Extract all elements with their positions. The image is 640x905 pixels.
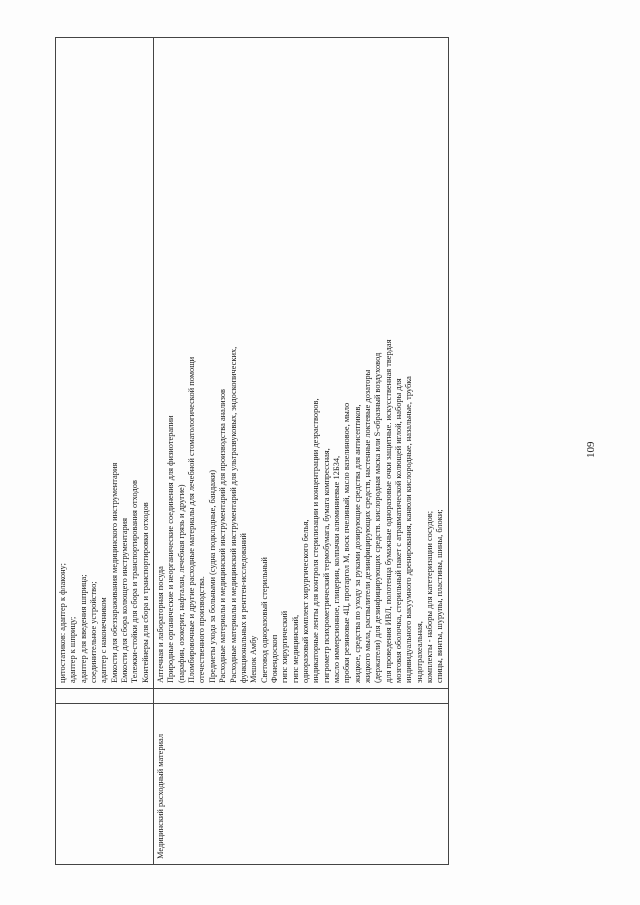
line: (держатели) для дезинфицирующих средств. кислородная маска или S-образный воздуховод (373, 352, 383, 683)
row-2-label-cell: Медицинский расходный материал (154, 704, 449, 865)
line: гипс медицинский, (290, 614, 300, 683)
row-1-content-cell (56, 38, 154, 689)
line: спицы, винты, шурупы, пластины, шины, блоки; (435, 509, 445, 683)
row-1-label-cell (56, 704, 154, 865)
line: эндотрахеальная, (414, 621, 424, 683)
line: Емкости для сбора колющего инструментария (120, 518, 130, 683)
line: гигрометр психрометрический термобумага, бумага компрессная, (321, 448, 331, 683)
line: (парафин, озокерит, нафталан, лечебная грязь и другие) (176, 484, 186, 683)
line: отечественного производства. (197, 576, 207, 683)
line: Природные органические и неорганические соединения для физиотерапии (166, 415, 176, 683)
page-number: 109 (585, 441, 597, 458)
line: для проведения ИВЛ, полотенца бумажные одноразовые очки защитные. искусственная твердая (383, 339, 393, 683)
line: адаптер к шприцу; (68, 616, 78, 683)
line: жидкое, средства по уходу за руками дозирующие средства для антисептиков, (352, 404, 362, 683)
line: Фонендоскоп (269, 634, 279, 683)
line: Аптечная и лабораторная посуда (156, 566, 166, 683)
line: мозговая оболочка, стерильный пакет с атравматической колющей иглой, наборы для (394, 378, 403, 683)
line: Расходные материалы и медицинский инструментарий для ультразвуковых, эндоскопических, (228, 346, 238, 683)
row-2-content-cell (154, 38, 449, 689)
line: Расходные материалы и медицинский инструментарий для производства анализов (218, 388, 228, 683)
line: Световод одноразовый стерильный (259, 557, 269, 683)
document-table (55, 37, 449, 865)
line: гипс хирургический (280, 610, 290, 683)
table-row (56, 38, 154, 865)
row-1-spacer-cell (56, 689, 154, 704)
line: цитостатиков: адаптер к флакону; (58, 563, 67, 683)
line: индикаторные ленты для контроля стерилизации и концентрации дезрастворов, (311, 398, 321, 683)
line: соединительное устройство; (89, 581, 99, 683)
line: масло иммерсионное, глицерин, колпачки алюминиевые 12Б34, (331, 455, 341, 683)
line: индивидуального вакуумного дренирования, канюли кислородные, назальные, трубка (404, 376, 414, 683)
line: Емкости для обеззараживания медицинского инструментария (109, 462, 119, 683)
line: Мешок Амбу (249, 635, 259, 683)
line: функциональных и рентген-исследований (238, 533, 248, 683)
line: адаптер с наконечником (99, 597, 109, 683)
line: Тележки-стойки для сбора и транспортирования отходов (130, 480, 140, 683)
line: одноразовый комплект хирургического белья, (300, 519, 310, 683)
line: пробки резиновые 4Ц, протаргол М, воск пчелиный, масло вазелиновое, мыло (342, 402, 352, 683)
rotated-table-block (55, 55, 523, 865)
line: Предметы ухода за больными (судна подкладные, бандажи) (207, 469, 217, 683)
line: адаптер для введения шприца; (78, 574, 88, 683)
table-row (154, 38, 449, 865)
line: комплекты - наборы для катетеризации сосудов; (425, 510, 435, 683)
line: Контейнеры для сбора и транспортировки отходов (140, 502, 150, 683)
line: жидкого мыла, распылители дезинфицирующих средств, настенные локтевые дозаторы (362, 369, 372, 683)
line: Пломбировочные и другие расходные материалы для лечебной стоматологической помощи (187, 356, 197, 683)
row-2-spacer-cell (154, 689, 449, 704)
